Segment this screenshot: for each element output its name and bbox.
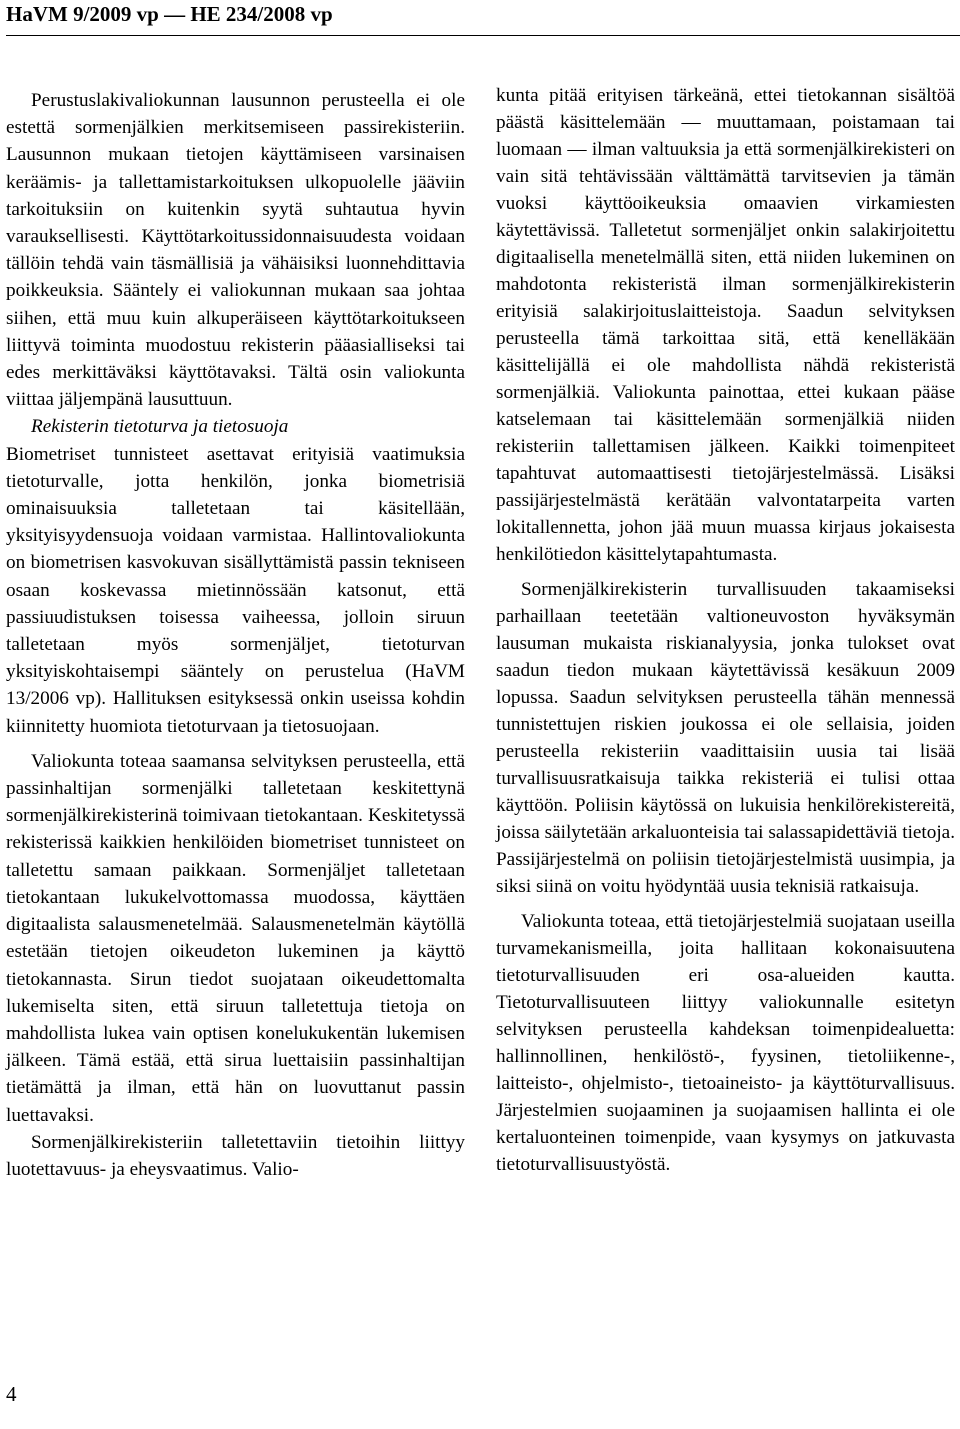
paragraph: Biometriset tunnisteet asettavat erityisiä vaatimuksia tietoturvalle, jotta henkilön, jonka biometrisiä ominaisuuksia talletetaan tai käsitellään, yksityisyydensuoja voidaan varmistaa. Hallintovaliokunta on biometrisen kasvokuvan sisällyttämistä passin tekniseen osaan koskevassa mietinnössään katsonut, että passiuudistuksen toisessa vaiheessa, jolloin siruun talletetaan myös sormenjäljet, tietoturvan yksityiskohtaisempi sääntely on perustelua (HaVM 13/2006 vp). Hallituksen esityksessä onkin useissa kohdin kiinnitetty huomiota tietoturvaan ja tietosuojaan.: [6, 443, 465, 737]
running-header: HaVM 9/2009 vp — HE 234/2008 vp: [6, 2, 333, 26]
right-column: [496, 82, 955, 1178]
left-column: [6, 87, 465, 1183]
paragraph: kunta pitää erityisen tärkeänä, ettei tietokannan sisältöä päästä käsittelemään — muuttamaan, poistamaan tai luomaan — ilman valtuuksia ja että sormenjälkirekisteri on vain sitä tehtävissään välttämättä tarvitsevien ja tämän vuoksi käyttöoikeuksia omaavien virkamiesten käytettävissä. Talletetut sormenjäljet onkin salakirjoitettu digitaalisella menetelmällä siten, että niiden lukeminen on mahdotonta rekisteristä ilman sormenjälkirekisterin erityisiä salakirjoituslaitteistoja. Saadun selvityksen perusteella tämä tarkoittaa sitä, että kenelläkään käsittelijällä ei ole mahdollista nähdä rekisteristä sormenjälkiä. Valiokunta painottaa, ettei kukaan pääse katselemaan tai käsittelemään sormenjälkiä niiden rekisteriin tallettamisen jälkeen. Kaikki toimenpiteet tapahtuvat automaattisesti tietojärjestelmässä. Lisäksi passijärjestelmästä kerätään valvontatarpeita varten lokitallennetta, johon jää muun muassa kirjaus jokaisesta henkilötiedon käsittelytapahtumasta.: [496, 85, 955, 565]
header-rule: [6, 35, 960, 36]
paragraph: Valiokunta toteaa, että tietojärjestelmiä suojataan useilla turvamekanismeilla, joita hallitaan kokonaisuutena tietoturvallisuuden eri osa-alueiden kautta. Tietoturvallisuuteen liittyy valiokunnalle esitetyn selvityksen perusteella kahdeksan toimenpidealuetta: hallinnollinen, henkilöstö-, fyysinen, tietoliikenne-, laitteisto-, ohjelmisto-, tietoaineisto- ja käyttöturvallisuus. Järjestelmien suojaaminen ja suojaamisen hallinta ei ole kertaluonteinen toimenpide, vaan kysymys on jatkuvasta tietoturvallisuustyöstä.: [496, 911, 955, 1175]
paragraph: Sormenjälkirekisteriin talletettaviin tietoihin liittyy luotettavuus- ja eheysvaatimus. Valio-: [6, 1131, 465, 1180]
page-number: 4: [6, 1382, 17, 1406]
section-heading: Rekisterin tietoturva ja tietosuoja: [31, 416, 289, 438]
paragraph: Valiokunta toteaa saamansa selvityksen perusteella, että passinhaltijan sormenjälki talletetaan keskitettynä sormenjälkirekisterinä toimivaan tietokantaan. Keskitetyssä rekisterissä kaikkien henkilöiden biometriset tunnisteet on talletettu samaan paikkaan. Sormenjäljet talletetaan tietokantaan lukukelvottomassa muodossa, käyttäen digitaalista salausmenetelmää. Salausmenetelmän käytöllä estetään tietojen oikeudeton lukeminen ja käyttö tietokannasta. Sirun tiedot suojataan oikeudettomalta lukemiselta siten, että siruun talletettuja tietoja on mahdollista lukea vain optisen konelukukentän lukemisen jälkeen. Tämä estää, että sirua luettaisiin passinhaltijan tietämättä ja ilman, että hän on luovuttanut passin luettavaksi.: [6, 750, 465, 1126]
paragraph: Perustuslakivaliokunnan lausunnon perusteella ei ole estettä sormenjälkien merkitsemiseen passirekisteriin. Lausunnon mukaan tietojen käyttämiseen varsinaisen keräämis- ja tallettamistarkoituksen ulkopuolelle jääviin tarkoituksiin on kuitenkin syytä suhtautua hyvin varauksellisesti. Käyttötarkoitussidonnaisuudesta voidaan tällöin tehdä vain täsmällisiä ja vähäisiksi luonnehdittavia poikkeuksia. Sääntely ei valiokunnan mukaan saa johtaa siihen, että muu kuin alkuperäiseen käyttötarkoitukseen liittyvä toiminta muodostuu rekisterin pääasialliseksi tai edes merkittäväksi käyttötavaksi. Tältä osin valiokunta viittaa jäljempänä lausuttuun.: [6, 90, 465, 411]
paragraph: Sormenjälkirekisterin turvallisuuden takaamiseksi parhaillaan teetetään valtioneuvoston hyväksymän lausuman mukaista riskianalyysia, jonka tulokset ovat saadun tiedon mukaan käytettävissä kesäkuun 2009 lopussa. Saadun selvityksen perusteella tähän mennessä tunnistettujen riskien joukossa ei ole sellaisia, joiden perusteella rekisteriin vaadittaisiin uusia tai lisää turvallisuusratkaisuja taikka rekisteriä ei tulisi ottaa käyttöön. Poliisin käytössä on lukuisia henkilörekistereitä, joissa säilytetään arkaluonteisia tai salassapidettäviä tietoja. Passijärjestelmä on poliisin tietojärjestelmistä uusimpia, ja siksi siinä on voitu hyödyntää uusia teknisiä ratkaisuja.: [496, 579, 955, 897]
